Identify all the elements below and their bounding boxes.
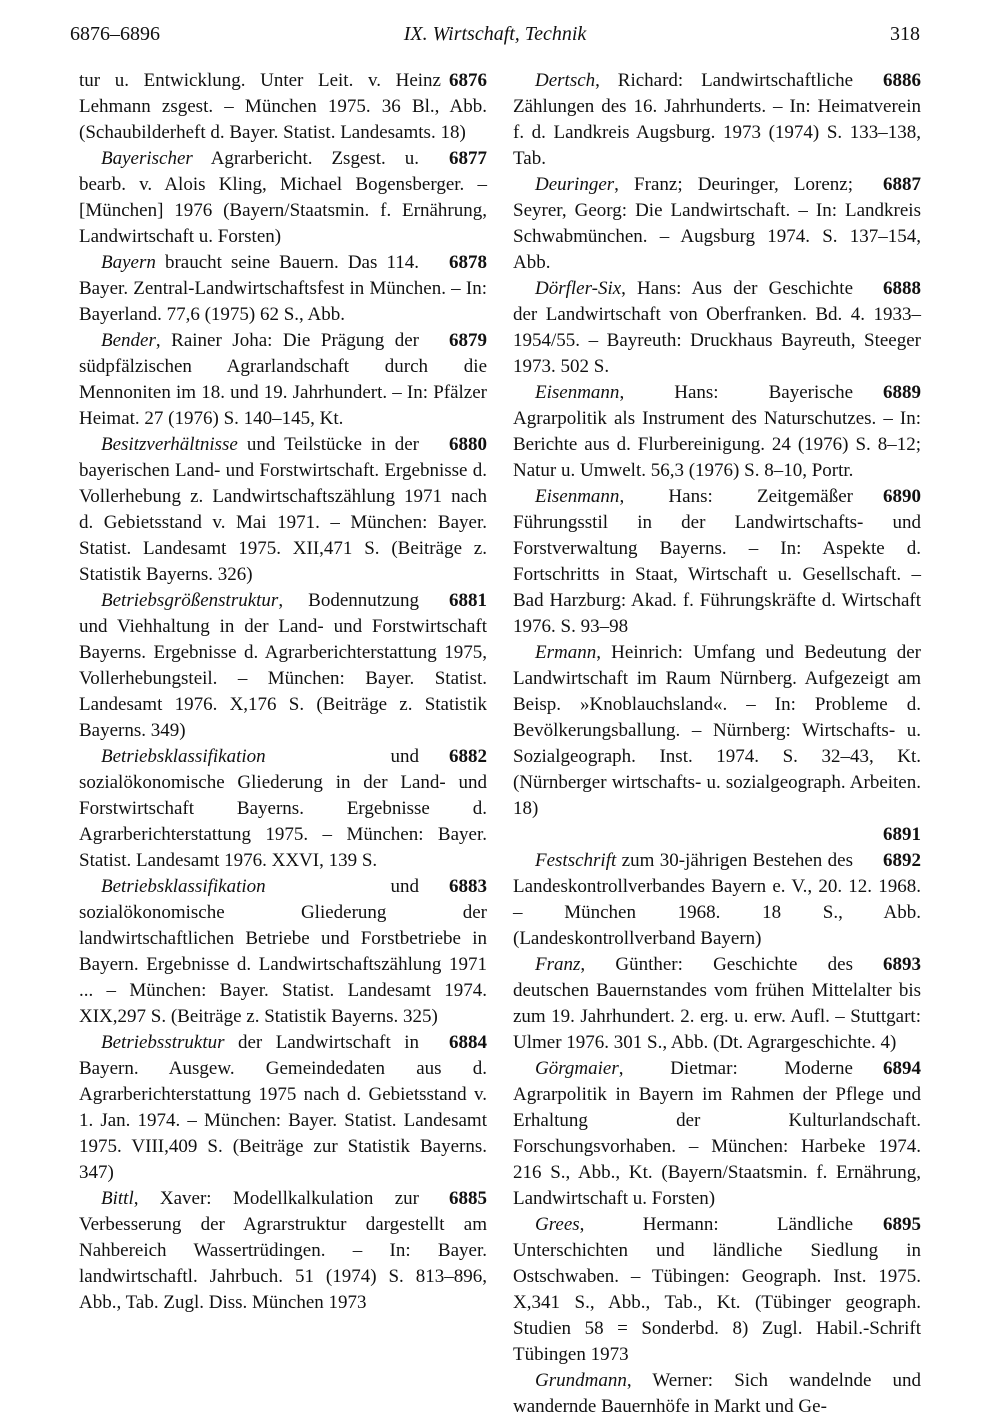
entry-text: , Dietmar: Moderne Agrarpolitik in Bayern im Rahmen der Pflege und Erhaltung der Kulturlandschaft. Forschungsvorhaben. – München: Harbeke 1974. 216 S., Abb., Kt. (Bayern/Staatsmin. f. Ernährung, Landwirtschaft u. Forsten) [513,1058,921,1209]
entry-number: 6883 [449,876,487,897]
entry-text: , Hans: Zeitgemäßer Führungsstil in der Landwirtschafts- und Forstverwaltung Bayerns. – In: Aspekte d. Fortschritts in Staat, Wirtschaft u. Gesellschaft. – Bad Harzburg: Akad. f. Führungskräfte d. Wirtschaft 1976. S. 93–98 [513,486,921,637]
entry-text: , Hans: Bayerische Agrarpolitik als Instrument des Naturschutzes. – In: Berichte aus d. Flurbereinigung. 24 (1976) S. 8–12; Natur u. Umwelt. 56,3 (1976) S. 8–10, Portr. [513,382,921,481]
bib-entry [513,1212,921,1368]
section-title: IX. Wirtschaft, Technik [403,23,587,45]
bib-entry [513,484,921,640]
entry-number: 6888 [883,278,921,299]
entry-author: Festschrift [535,850,617,871]
entry-number: 6878 [449,252,487,273]
entry-author: Ermann [535,642,597,663]
entry-text: , Bodennutzung und Viehhaltung in der Land- und Forstwirtschaft Bayerns. Ergebnisse d. Agrarberichterstattung 1975, Vollerhebungsteil. – München: Bayer. Statist. Landesamt 1976. X,176 S. (Beiträge z. Statistik Bayerns. 349) [79,590,487,741]
entry-text: der Landwirtschaft in Bayern. Ausgew. Gemeindedaten aus d. Agrarberichterstattung 1975 nach d. Gebietsstand v. 1. Jan. 1974. – München: Bayer. Statist. Landesamt 1975. VIII,409 S. (Beiträge zur Statistik Bayerns. 347) [79,1032,487,1183]
entry-author: Franz [535,954,581,975]
entry-number: 6881 [449,590,487,611]
page-number: 318 [890,23,920,45]
bib-entry [79,68,487,146]
right-column [513,68,921,1420]
entry-number: 6890 [883,486,921,507]
entry-number: 6882 [449,746,487,767]
bib-entry [79,588,487,744]
entry-number: 6891 [883,824,921,845]
entry-range: 6876–6896 [70,23,160,45]
entry-number: 6886 [883,70,921,91]
entry-author: Grees [535,1214,580,1235]
entry-number: 6894 [883,1058,921,1079]
bib-entry [79,146,487,250]
entry-text: , Heinrich: Umfang und Bedeutung der Landwirtschaft im Raum Nürnberg. Aufgezeigt am Beisp. »Knoblauchsland«. – In: Probleme d. Bevölkerungsballung. – Nürnberg: Wirtschafts- u. Sozialgeograph. Inst. 1974. S. 32–43, Kt. (Nürnberger wirtschafts- u. sozialgeograph. Arbeiten. 18) [513,642,921,819]
entry-text: und sozialökonomische Gliederung in der Land- und Forstwirtschaft Bayerns. Ergebnisse d. Agrarberichterstattung 1975. – München: Bayer. Statist. Landesamt 1976. XXVI, 139 S. [79,746,487,871]
entry-text: Agrarbericht. Zsgest. u. bearb. v. Alois Kling, Michael Bogensberger. – [München] 1976 (Bayern/Staatsmin. f. Ernährung, Landwirtschaft u. Forsten) [79,148,487,247]
bib-entry [513,1368,921,1420]
entry-author: Betriebsklassifikation [101,746,266,767]
entry-author: Betriebsklassifikation [101,876,266,897]
entry-author: Bayerischer [101,148,193,169]
entry-text: , Richard: Landwirtschaftliche Zählungen des 16. Jahrhunderts. – In: Heimatverein f. d. Landkreis Augsburg. 1973 (1974) S. 133–138, Tab. [513,70,921,169]
bib-entry [513,640,921,848]
entry-author: Deuringer [535,174,615,195]
bib-entry [79,328,487,432]
entry-author: Grundmann [535,1370,627,1391]
entry-author: Dörfler-Six [535,278,622,299]
entry-number: 6879 [449,330,487,351]
entry-author: Betriebsstruktur [101,1032,225,1053]
entry-text: braucht seine Bauern. Das 114. Bayer. Zentral-Landwirtschaftsfest in München. – In: Bayerland. 77,6 (1975) 62 S., Abb. [79,252,487,325]
entry-text: , Hans: Aus der Geschichte der Landwirtschaft von Oberfranken. Bd. 4. 1933–1954/55. – Bayreuth: Druckhaus Bayreuth, Steeger 1973. 502 S. [513,278,921,377]
entry-text: und sozialökonomische Gliederung der landwirtschaftlichen Betriebe und Forstbetriebe in Bayern. Ergebnisse d. Landwirtschaftszählung 1971 ... – München: Bayer. Statist. Landesamt 1974. XIX,297 S. (Beiträge z. Statistik Bayerns. 325) [79,876,487,1027]
entry-number: 6877 [449,148,487,169]
bib-entry [79,432,487,588]
bib-entry [79,250,487,328]
entry-number: 6884 [449,1032,487,1053]
entry-number: 6880 [449,434,487,455]
entry-number: 6895 [883,1214,921,1235]
entry-author: Dertsch [535,70,596,91]
bib-entry [513,1056,921,1212]
bib-entry [79,744,487,874]
entry-text: und Teilstücke in der bayerischen Land- und Forstwirtschaft. Ergebnisse d. Vollerhebung z. Landwirtschaftszählung 1971 nach d. Gebietsstand v. Mai 1971. – München: Bayer. Statist. Landesamt 1975. XII,471 S. (Beiträge z. Statistik Bayerns. 326) [79,434,487,585]
entry-text: , Rainer Joha: Die Prägung der südpfälzischen Agrarlandschaft durch die Mennoniten im 18. und 19. Jahrhundert. – In: Pfälzer Heimat. 27 (1976) S. 140–145, Kt. [79,330,487,429]
entry-number: 6892 [883,850,921,871]
bib-entry [513,380,921,484]
bib-entry [79,874,487,1030]
entry-number: 6876 [449,70,487,91]
entry-author: Betriebsgrößenstruktur [101,590,279,611]
entry-author: Eisenmann [535,486,620,507]
entry-text: zum 30-jährigen Bestehen des Landeskontrollverbandes Bayern e. V., 20. 12. 1968. – München 1968. 18 S., Abb. (Landeskontrollverband Bayern) [513,850,921,949]
entry-text: , Xaver: Modellkalkulation zur Verbesserung der Agrarstruktur dargestellt am Nahbereich Wassertrüdingen. – In: Bayer. landwirtschaftl. Jahrbuch. 51 (1974) S. 813–896, Abb., Tab. Zugl. Diss. München 1973 [79,1188,487,1313]
entry-text: , Werner: Sich wandelnde und wandernde Bauernhöfe in Markt und Ge- [513,1370,921,1417]
page-header [70,20,920,50]
bib-entry [513,172,921,276]
entry-text: , Franz; Deuringer, Lorenz; Seyrer, Georg: Die Landwirtschaft. – In: Landkreis Schwabmünchen. – Augsburg 1974. S. 137–154, Abb. [513,174,921,273]
entry-number: 6893 [883,954,921,975]
entry-text: tur u. Entwicklung. Unter Leit. v. Heinz Lehmann zsgest. – München 1975. 36 Bl., Abb. (Schaubilderheft d. Bayer. Statist. Landesamts. 18) [79,70,487,143]
bib-entry [513,952,921,1056]
entry-author: Eisenmann [535,382,620,403]
entry-author: Görgmaier [535,1058,619,1079]
entry-number: 6885 [449,1188,487,1209]
entry-text: , Günther: Geschichte des deutschen Bauernstandes vom frühen Mittelalter bis zum 19. Jahrhundert. 2. erg. u. erw. Aufl. – Stuttgart: Ulmer 1976. 301 S., Abb. (Dt. Agrargeschichte. 4) [513,954,921,1053]
entry-number: 6889 [883,382,921,403]
entry-author: Bender [101,330,156,351]
entry-author: Besitzverhältnisse [101,434,238,455]
bib-entry [513,68,921,172]
left-column [79,68,487,1316]
entry-number: 6887 [883,174,921,195]
bib-entry [513,276,921,380]
entry-author: Bittl [101,1188,134,1209]
entry-author: Bayern [101,252,156,273]
bib-entry [79,1186,487,1316]
entry-text: , Hermann: Ländliche Unterschichten und ländliche Siedlung in Ostschwaben. – Tübingen: Geograph. Inst. 1975. X,341 S., Abb., Tab., Kt. (Tübinger geograph. Studien 58 = Sonderbd. 8) Zugl. Habil.-Schrift Tübingen 1973 [513,1214,921,1365]
bib-entry [513,848,921,952]
bib-entry [79,1030,487,1186]
